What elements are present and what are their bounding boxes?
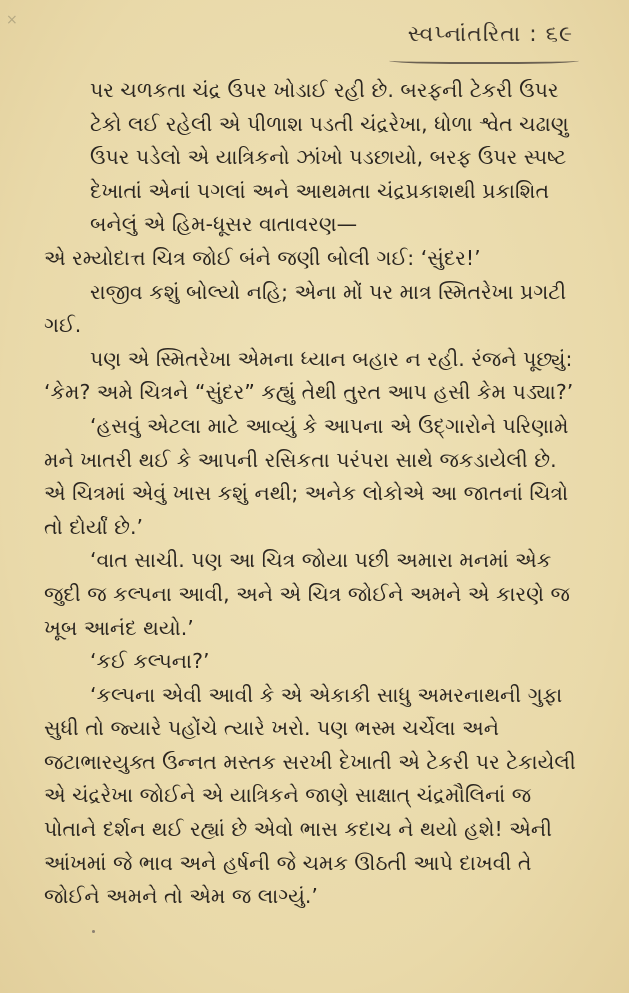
paragraph-description: પર ચળકતા ચંદ્ર ઉપર ખોડાઈ રહી છે. બરફની ટેકરી ઉપર ટેકો લઈ રહેલી એ પીળાશ પડતી ચંદ્રરેખા, ધોળા શ્વેત ચઢાણુ ઉપર પડેલો એ યાત્રિકનો ઝાંખો પડછાયો, બરફ ઉપર સ્પષ્ટ દેખાતાં એનાં પગલાં અને આથમતા ચંદ્રપ્રકાશથી પ્રકાશિત બનેલું એ હિમ-ધૂસર વાતાવરણ— — [90, 78, 569, 237]
paragraph-laugh-reason: ‘હસવું એટલા માટે આવ્યું કે આપના એ ઉદ્ગારોને પરિણામે મને ખાતરી થઈ કે આપની રસિકતા પરંપરા સાથે જકડાયેલી છે. એ ચિત્રમાં એવું ખાસ કશું નથી; અનેક લોકોએ આ જાતનાં ચિત્રો તો દોર્યાં છે.’ — [44, 413, 569, 539]
page-speck — [92, 930, 95, 933]
page-number: ૬૯ — [545, 22, 573, 47]
paragraph-rajiv-smile: રાજીવ કશું બોલ્યો નહિ; એના મોં પર માત્ર સ્મિતરેખા પ્રગટી ગઈ. — [44, 279, 567, 338]
paragraph-exclamation: એ રમ્યોદાત્ત ચિત્ર જોઈ બંને જણી બોલી ગઈ: ‘સુંદર!’ — [44, 245, 481, 270]
paragraph-ranjan-question: પણ એ સ્મિતરેખા એમના ધ્યાન બહાર ન રહી. રંજને પૂછ્યું: ‘કેમ? અમે ચિત્રને “સુંદર” કહ્યું તેથી તુરત આપ હસી કેમ પડ્યા?’ — [44, 346, 574, 405]
page-corner-mark: × — [6, 12, 18, 28]
running-title: સ્વપ્નાંતરિતા — [407, 22, 522, 47]
header-separator: : — [529, 22, 538, 47]
paragraph-which-idea: ‘કઈ કલ્પના?’ — [90, 649, 210, 674]
header-underline — [389, 56, 579, 64]
running-header — [408, 22, 573, 47]
page-body — [44, 74, 584, 914]
paragraph-idea-explained: ‘કલ્પના એવી આવી કે એ એકાકી સાધુ અમરનાથની ગુફા સુધી તો જ્યારે પહોંચે ત્યારે ખરો. પણ ભસ્મ ચર્ચેલા અને જટાભારયુક્ત ઉન્નત મસ્તક સરખી દેખાતી એ ટેકરી પર ટેકાયેલી એ ચંદ્રરેખા જોઈને એ યાત્રિકને જાણે સાક્ષાત્ ચંદ્રમૌલિનાં જ પોતાને દર્શન થઈ રહ્યાં છે એવો ભાસ કદાચ ને થયો હશે! એની આંખમાં જે ભાવ અને હર્ષની જે ચમક ઊઠતી આપે દાખવી તે જોઈને અમને તો એમ જ લાગ્યું.’ — [44, 682, 576, 909]
paragraph-different-idea: ‘વાત સાચી. પણ આ ચિત્ર જોયા પછી અમારા મનમાં એક જુદી જ કલ્પના આવી, અને એ ચિત્ર જોઈને અમને એ કારણે જ ખૂબ આનંદ થયો.’ — [44, 548, 570, 640]
